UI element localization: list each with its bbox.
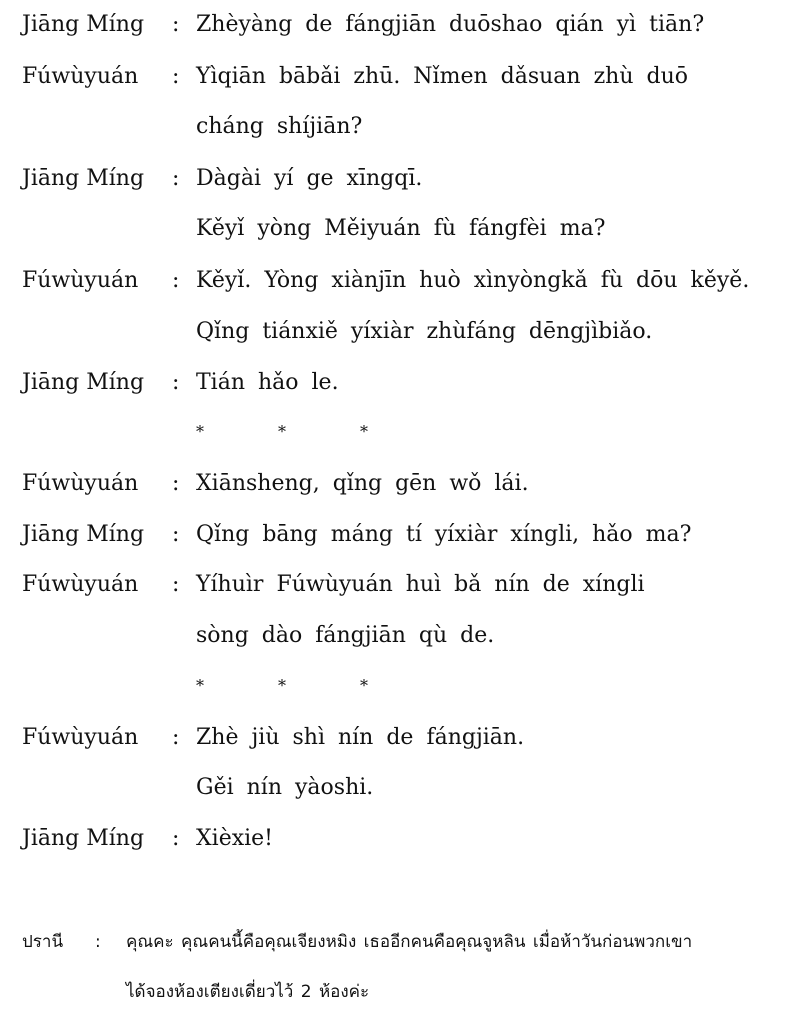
utterance: Xiānsheng, qǐng gēn wǒ lái.: [196, 471, 529, 496]
speaker-name: Jiāng Míng: [22, 12, 145, 37]
dialogue-line: [0, 263, 797, 299]
speaker-name: Fúwùyuán: [22, 471, 139, 496]
speaker-name: Jiāng Míng: [22, 826, 145, 851]
speaker-name: Jiāng Míng: [22, 522, 145, 547]
dialogue-line: [0, 567, 797, 603]
speaker-colon: :: [172, 826, 180, 851]
speaker-colon: :: [172, 370, 180, 395]
speaker-name: Fúwùyuán: [22, 725, 139, 750]
speaker-colon: :: [172, 725, 180, 750]
speaker-name: Fúwùyuán: [22, 64, 139, 89]
thai-dialogue-line-continued: [0, 974, 797, 1010]
speaker-name: Jiāng Míng: [22, 370, 145, 395]
scene-separator: [0, 414, 797, 450]
asterisk: *: [360, 422, 368, 441]
speaker-colon: :: [95, 932, 101, 952]
speaker-colon: :: [172, 522, 180, 547]
asterisk: *: [278, 422, 286, 441]
utterance: Gěi nín yàoshi.: [196, 775, 374, 800]
dialogue-line: [0, 161, 797, 197]
utterance: Tián hǎo le.: [196, 370, 339, 395]
utterance: ได้จองห้องเตียงเดี่ยวไว้ 2 ห้องค่ะ: [126, 982, 370, 1002]
dialogue-line: [0, 7, 797, 43]
utterance: Kěyǐ. Yòng xiànjīn huò xìnyòngkǎ fù dōu kěyě.: [196, 268, 750, 293]
utterance: Qǐng tiánxiě yíxiàr zhùfáng dēngjìbiǎo.: [196, 319, 653, 344]
dialogue-line: [0, 59, 797, 95]
dialogue-line: [0, 466, 797, 502]
dialogue-line: [0, 365, 797, 401]
utterance: sòng dào fángjiān qù de.: [196, 623, 495, 648]
utterance: Zhèyàng de fángjiān duōshao qián yì tiān?: [196, 12, 705, 37]
dialogue-line: [0, 821, 797, 857]
dialogue-line-continued: [0, 314, 797, 350]
utterance: Zhè jiù shì nín de fángjiān.: [196, 725, 525, 750]
dialogue-line: [0, 517, 797, 553]
speaker-name: Fúwùyuán: [22, 572, 139, 597]
speaker-colon: :: [172, 471, 180, 496]
utterance: Yìqiān bābǎi zhū. Nǐmen dǎsuan zhù duō: [196, 64, 688, 89]
utterance: Dàgài yí ge xīngqī.: [196, 166, 423, 191]
thai-dialogue-line: [0, 924, 797, 960]
utterance: Qǐng bāng máng tí yíxiàr xíngli, hǎo ma?: [196, 522, 692, 547]
asterisk: *: [278, 676, 286, 695]
speaker-name: ปรานี: [22, 932, 64, 952]
speaker-name: Jiāng Míng: [22, 166, 145, 191]
utterance: Yíhuìr Fúwùyuán huì bǎ nín de xíngli: [196, 572, 645, 597]
utterance: Kěyǐ yòng Měiyuán fù fángfèi ma?: [196, 216, 606, 241]
dialogue-line-continued: [0, 109, 797, 145]
scene-separator: [0, 668, 797, 704]
utterance: Xièxie!: [196, 826, 274, 851]
utterance: คุณคะ คุณคนนี้คือคุณเจียงหมิง เธออีกคนคือคุณจูหลิน เมื่อห้าวันก่อนพวกเขา: [126, 932, 693, 952]
speaker-colon: :: [172, 166, 180, 191]
speaker-colon: :: [172, 64, 180, 89]
dialogue-line-continued: [0, 770, 797, 806]
speaker-colon: :: [172, 12, 180, 37]
dialogue-line-continued: [0, 211, 797, 247]
asterisk: *: [360, 676, 368, 695]
speaker-colon: :: [172, 572, 180, 597]
utterance: cháng shíjiān?: [196, 114, 363, 139]
asterisk: *: [196, 676, 204, 695]
speaker-colon: :: [172, 268, 180, 293]
asterisk: *: [196, 422, 204, 441]
dialogue-line: [0, 720, 797, 756]
speaker-name: Fúwùyuán: [22, 268, 139, 293]
dialogue-line-continued: [0, 618, 797, 654]
